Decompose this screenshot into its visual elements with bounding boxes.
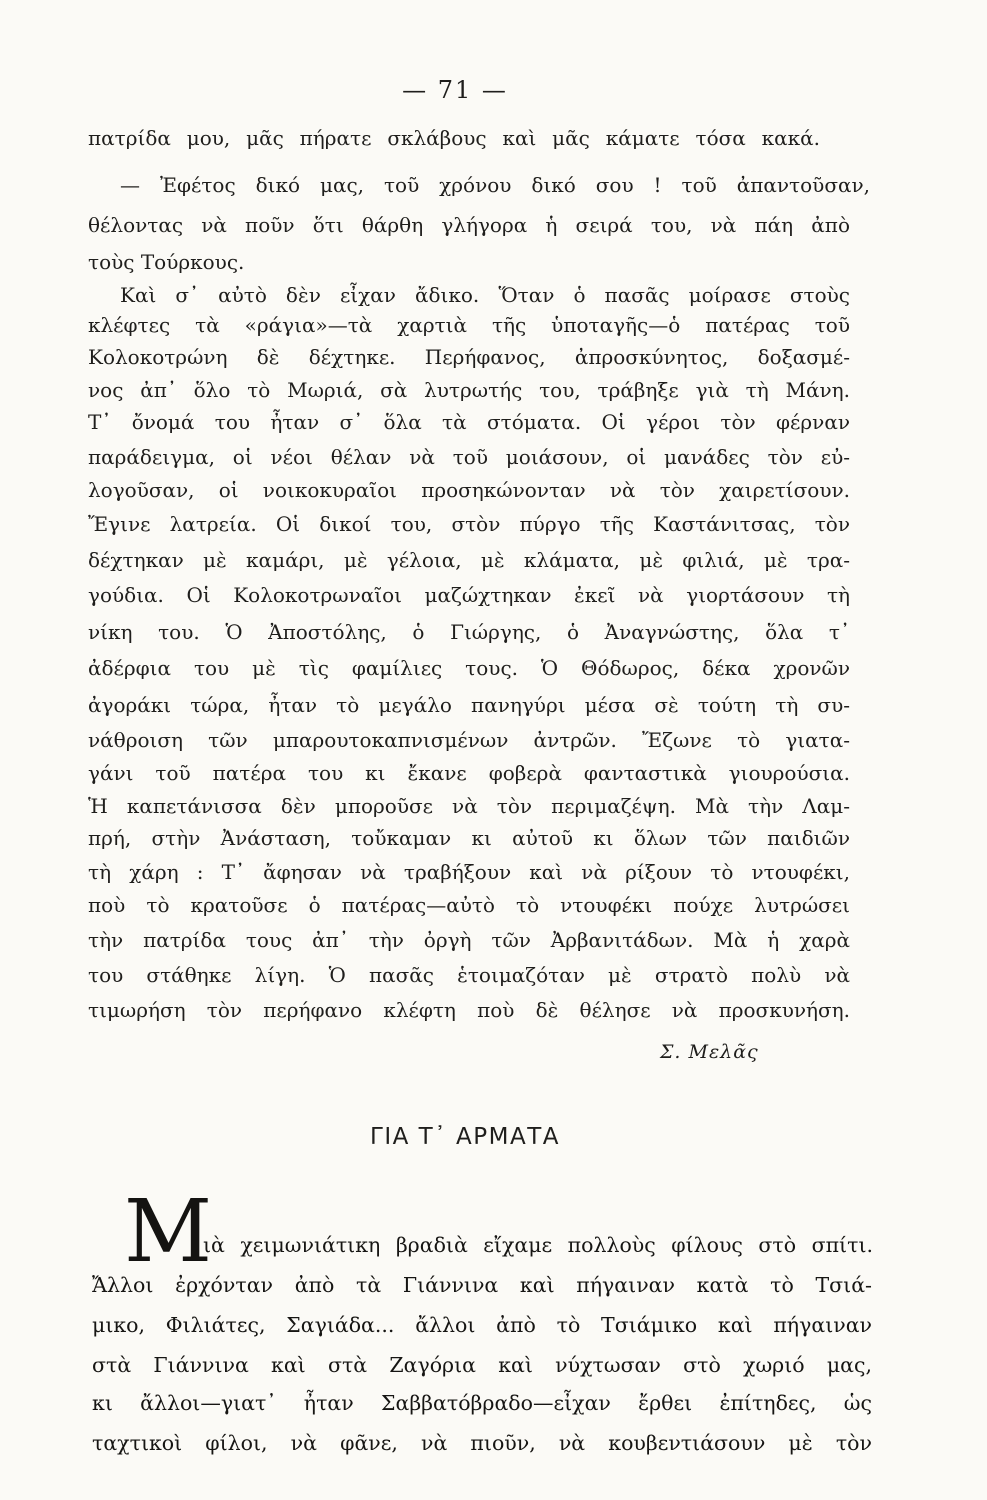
text-line: δέχτηκαν μὲ καμάρι, μὲ γέλοια, μὲ κλάματα, μὲ φιλιά, μὲ τρα- — [88, 548, 850, 572]
text-line: τιμωρήση τὸν περήφανο κλέφτη ποὺ δὲ θέλησε νὰ προσκυνήση. — [88, 998, 850, 1022]
text-line: ἀγοράκι τώρα, ἦταν τὸ μεγάλο πανηγύρι μέσα σὲ τούτη τὴ συ- — [88, 693, 850, 717]
text-line: τοὺς Τούρκους. — [88, 250, 245, 274]
text-line: λογοῦσαν, οἱ νοικοκυραῖοι προσηκώνονταν νὰ τὸν χαιρετίσουν. — [88, 478, 850, 502]
text-line: ποὺ τὸ κρατοῦσε ὁ πατέρας—αὐτὸ τὸ ντουφέκι πούχε λυτρώσει — [88, 893, 850, 917]
text-line: γάνι τοῦ πατέρα του κι ἔκανε φοβερὰ φανταστικὰ γιουρούσια. — [88, 761, 850, 785]
text-line: Τ᾿ ὄνομά του ἦταν σ᾿ ὅλα τὰ στόματα. Οἱ γέροι τὸν φέρναν — [88, 410, 850, 434]
text-line: τὴν πατρίδα τους ἀπ᾿ τὴν ὀργὴ τῶν Ἀρβανιτάδων. Μὰ ἡ χαρὰ — [88, 928, 850, 952]
text-line: νίκη του. Ὁ Ἀποστόλης, ὁ Γιώργης, ὁ Ἀναγνώστης, ὅλα τ᾿ — [88, 620, 850, 644]
text-line: ταχτικοὶ φίλοι, νὰ φᾶνε, νὰ πιοῦν, νὰ κουβεντιάσουν μὲ τὸν — [92, 1431, 872, 1455]
text-line: Ἄλλοι ἐρχόνταν ἀπὸ τὰ Γιάννινα καὶ πήγαιναν κατὰ τὸ Τσιά- — [92, 1273, 872, 1297]
text-line: Κολοκοτρώνη δὲ δέχτηκε. Περήφανος, ἀπροσκύνητος, δοξασμέ- — [88, 345, 850, 369]
text-line: — Ἐφέτος δικό μας, τοῦ χρόνου δικό σου ! τοῦ ἀπαντοῦσαν, — [120, 173, 870, 197]
text-line: παράδειγμα, οἱ νέοι θέλαν νὰ τοῦ μοιάσουν, οἱ μανάδες τὸν εὐ- — [88, 445, 850, 469]
text-line: θέλοντας νὰ ποῦν ὅτι θάρθη γλήγορα ἡ σειρά του, νὰ πάη ἀπὸ — [88, 213, 850, 237]
text-line: Καὶ σ᾿ αὐτὸ δὲν εἶχαν ἄδικο. Ὅταν ὁ πασᾶς μοίρασε στοὺς — [120, 283, 850, 307]
text-line: πρή, στὴν Ἀνάσταση, τοὔκαμαν κι αὐτοῦ κι ὅλων τῶν παιδιῶν — [88, 826, 850, 850]
section-title: ΓΙΑ Τ᾿ ΑΡΜΑΤΑ — [370, 1124, 560, 1150]
text-line: πατρίδα μου, μᾶς πήρατε σκλάβους καὶ μᾶς κάματε τόσα κακά. — [88, 126, 820, 150]
text-line: νος ἀπ᾿ ὅλο τὸ Μωριά, σὰ λυτρωτής του, τράβηξε γιὰ τὴ Μάνη. — [88, 378, 850, 402]
text-line: Ἡ καπετάνισσα δὲν μποροῦσε νὰ τὸν περιμαζέψη. Μὰ τὴν Λαμ- — [88, 794, 850, 818]
text-line: κι ἄλλοι—γιατ᾿ ἦταν Σαββατόβραδο—εἶχαν ἔρθει ἐπίτηδες, ὡς — [92, 1391, 872, 1415]
text-line: ἀδέρφια του μὲ τὶς φαμίλιες τους. Ὁ Θόδωρος, δέκα χρονῶν — [88, 656, 850, 680]
text-line: κλέφτες τὰ «ράγια»—τὰ χαρτιὰ τῆς ὑποταγῆς—ὁ πατέρας τοῦ — [88, 313, 850, 337]
author-signature: Σ. Μελᾶς — [660, 1041, 759, 1063]
text-line: τὴ χάρη : Τ᾿ ἄφησαν νὰ τραβήξουν καὶ νὰ ρίξουν τὸ ντουφέκι, — [88, 860, 850, 884]
text-line: ιὰ χειμωνιάτικη βραδιὰ εἴχαμε πολλοὺς φίλους στὸ σπίτι. — [203, 1233, 873, 1257]
page-number: — 71 — — [402, 76, 508, 104]
text-line: του στάθηκε λίγη. Ὁ πασᾶς ἑτοιμαζόταν μὲ στρατὸ πολὺ νὰ — [88, 963, 850, 987]
text-line: μικο, Φιλιάτες, Σαγιάδα... ἄλλοι ἀπὸ τὸ Τσιάμικο καὶ πήγαιναν — [92, 1313, 872, 1337]
text-line: στὰ Γιάννινα καὶ στὰ Ζαγόρια καὶ νύχτωσαν στὸ χωριό μας, — [92, 1353, 872, 1377]
text-line: Ἔγινε λατρεία. Οἱ δικοί του, στὸν πύργο τῆς Καστάνιτσας, τὸν — [88, 512, 850, 536]
drop-cap: Μ — [124, 1182, 213, 1282]
text-line: νάθροιση τῶν μπαρουτοκαπνισμένων ἀντρῶν. Ἔζωνε τὸ γιατα- — [88, 728, 850, 752]
text-line: γούδια. Οἱ Κολοκοτρωναῖοι μαζώχτηκαν ἐκεῖ νὰ γιορτάσουν τὴ — [88, 583, 850, 607]
